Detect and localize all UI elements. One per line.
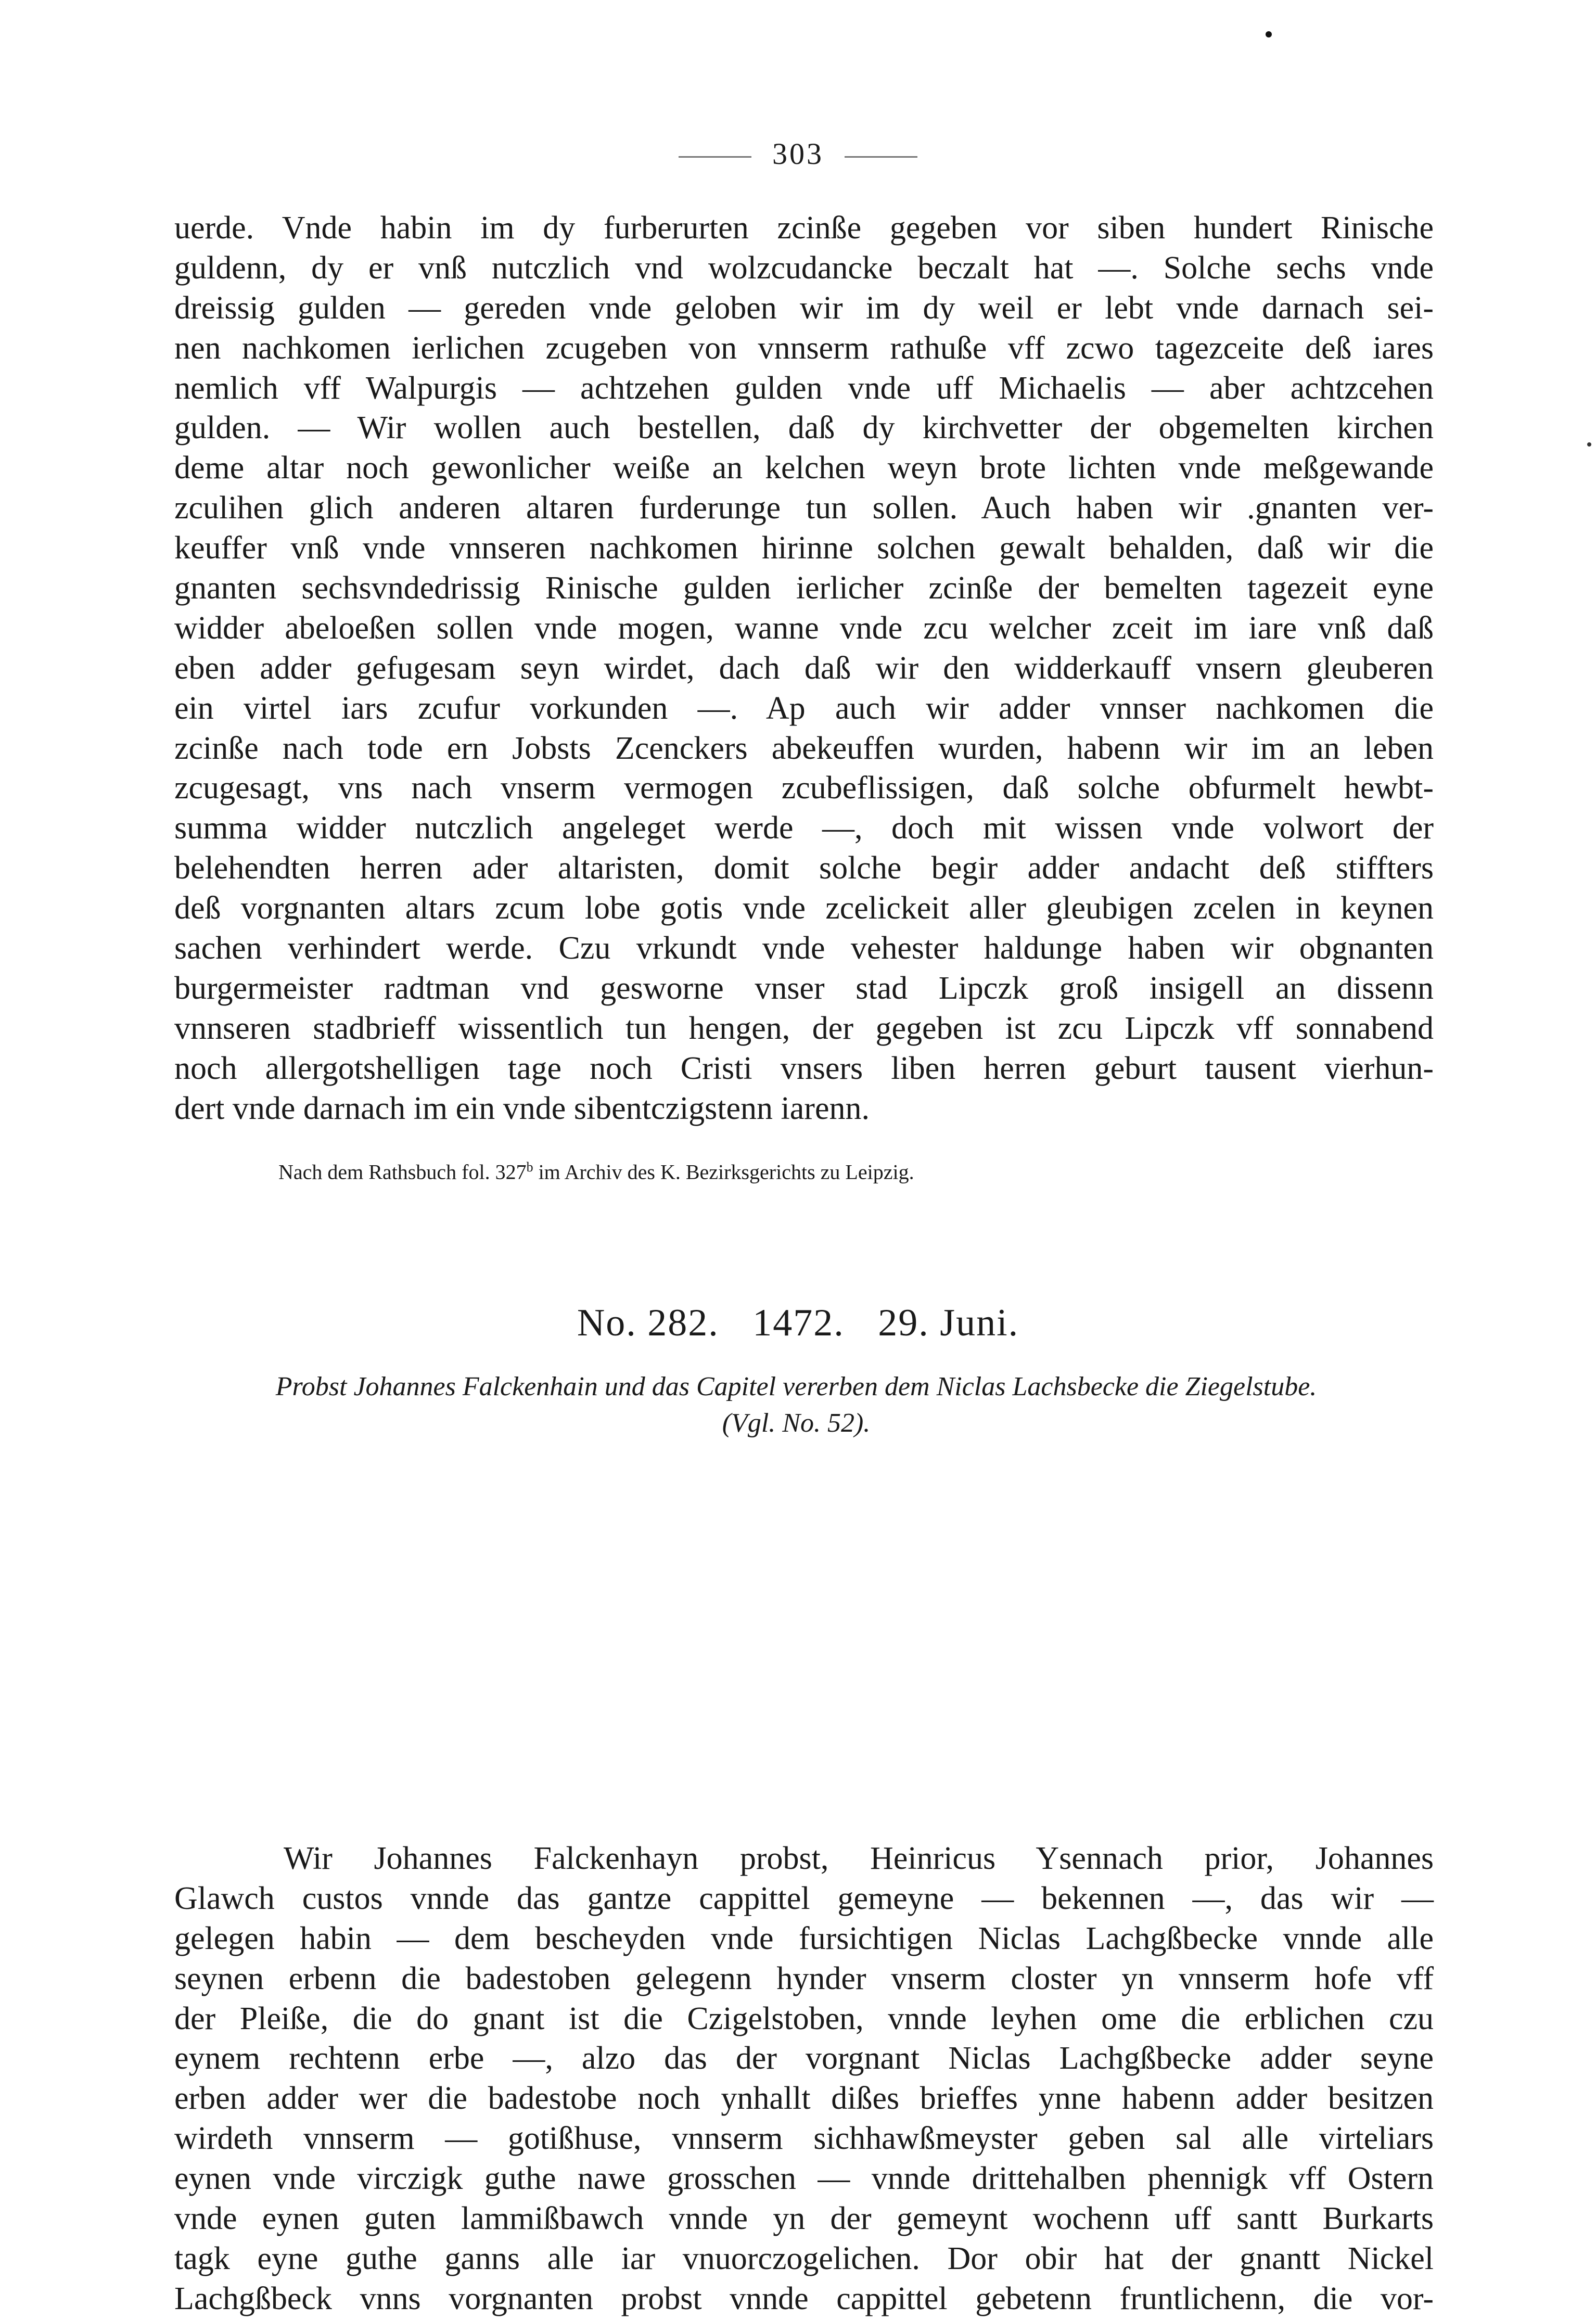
- document-text: [174, 1839, 1434, 2319]
- text-line: eynen vnde virczigk guthe nawe grosschen — vnnde drittehalben phennigk vff Ostern: [174, 2161, 1434, 2197]
- text-line: belehendten herren ader altaristen, domit solche begir adder andacht deß stiffters: [174, 850, 1434, 886]
- text-line: Wir Johannes Falckenhayn probst, Heinricus Ysennach prior, Johannes: [284, 1841, 1434, 1876]
- ink-speck: [1266, 31, 1272, 37]
- text-line: ein virtel iars zcufur vorkunden —. Ap auch wir adder vnnser nachkomen die: [174, 690, 1434, 726]
- text-line: nen nachkomen ierlichen zcugeben von vnnserm rathuße vff zcwo tagezceite deß iares: [174, 330, 1434, 366]
- regest-line-1: Probst Johannes Falckenhain und das Capitel vererben dem Niclas Lachsbecke die Ziegelstube.: [275, 1372, 1317, 1401]
- margin-mark: [1587, 442, 1591, 447]
- header-rule-left: [679, 156, 751, 158]
- text-line: nemlich vff Walpurgis — achtzehen gulden vnde uff Michaelis — aber achtzcehen: [174, 370, 1434, 406]
- text-line: erben adder wer die badestobe noch ynhallt dißes brieffes ynne habenn adder besitzen: [174, 2081, 1434, 2117]
- text-line: summa widder nutczlich angeleget werde —, doch mit wissen vnde volwort der: [174, 810, 1434, 846]
- text-line: widder abeloeßen sollen vnde mogen, wanne vnde zcu welcher zceit im iare vnß daß: [174, 610, 1434, 646]
- regest: [156, 1369, 1436, 1442]
- document-heading: [0, 1301, 1596, 1345]
- source-note-text-end: im Archiv des K. Bezirksgerichts zu Leipzig.: [533, 1160, 914, 1184]
- text-line: seynen erbenn die badestoben gelegenn hynder vnserm closter yn vnnserm hofe vff: [174, 1960, 1434, 1996]
- text-line: der Pleiße, die do gnant ist die Czigelstoben, vnnde leyhen ome die erblichen czu: [174, 2001, 1434, 2036]
- page-header: [0, 136, 1596, 171]
- text-line: Glawch custos vnnde das gantze cappittel gemeyne — bekennen —, das wir —: [174, 1880, 1434, 1916]
- document-year: 1472.: [752, 1302, 845, 1344]
- text-line: deme altar noch gewonlicher weiße an kelchen weyn brote lichten vnde meßgewande: [174, 450, 1434, 486]
- regest-line-2: (Vgl. No. 52).: [722, 1408, 871, 1438]
- text-line: noch allergotshelligen tage noch Cristi vnsers liben herren geburt tausent vierhun-: [174, 1050, 1434, 1086]
- text-line: tagk eyne guthe ganns alle iar vnuorczogelichen. Dor obir hat der gnantt Nickel: [174, 2240, 1434, 2276]
- text-line: vnde eynen guten lammißbawch vnnde yn der gemeynt wochenn uff santt Burkarts: [174, 2201, 1434, 2237]
- document-date: 29. Juni.: [878, 1302, 1019, 1344]
- text-line: eben adder gefugesam seyn wirdet, dach daß wir den widderkauff vnsern gleuberen: [174, 650, 1434, 686]
- text-line: wirdeth vnnserm — gotißhuse, vnnserm sichhawßmeyster geben sal alle virteliars: [174, 2121, 1434, 2157]
- text-line: gnanten sechsvndedrissig Rinische gulden ierlicher zcinße der bemelten tagezeit eyne: [174, 570, 1434, 606]
- text-line: deß vorgnanten altars zcum lobe gotis vnde zcelickeit aller gleubigen zcelen in keynen: [174, 890, 1434, 926]
- source-note-text: Nach dem Rathsbuch fol. 327: [278, 1160, 527, 1184]
- text-line: zcinße nach tode ern Jobsts Zcenckers abekeuffen wurden, habenn wir im an leben: [174, 730, 1434, 766]
- text-line: zculihen glich anderen altaren furderunge tun sollen. Auch haben wir .gnanten ver-: [174, 490, 1434, 526]
- header-rule-right: [845, 156, 917, 158]
- source-note: [278, 1160, 1423, 1184]
- text-line: dreissig gulden — gereden vnde geloben wir im dy weil er lebt vnde darnach sei-: [174, 290, 1434, 326]
- text-line: eynem rechtenn erbe —, alzo das der vorgnant Niclas Lachgßbecke adder seyne: [174, 2041, 1434, 2076]
- text-line: keuffer vnß vnde vnnseren nachkomen hirinne solchen gewalt behalden, daß wir die: [174, 530, 1434, 566]
- text-line: burgermeister radtman vnd gesworne vnser stad Lipczk groß insigell an dissenn: [174, 970, 1434, 1006]
- text-line: Lachgßbeck vnns vorgnanten probst vnnde cappittel gebetenn fruntlichenn, die vor-: [174, 2280, 1434, 2316]
- text-line: dert vnde darnach im ein vnde sibentczigstenn iarenn.: [174, 1090, 870, 1126]
- text-line: guldenn, dy er vnß nutczlich vnd wolzcudancke beczalt hat —. Solche sechs vnde: [174, 250, 1434, 286]
- text-line: sachen verhindert werde. Czu vrkundt vnde vehester haldunge haben wir obgnanten: [174, 931, 1434, 966]
- text-line: gulden. — Wir wollen auch bestellen, daß dy kirchvetter der obgemelten kirchen: [174, 410, 1434, 446]
- text-line: vnnseren stadbrieff wissentlich tun hengen, der gegeben ist zcu Lipczk vff sonnabend: [174, 1010, 1434, 1046]
- page-number: 303: [772, 137, 824, 171]
- text-line: gelegen habin — dem bescheyden vnde fursichtigen Niclas Lachgßbecke vnnde alle: [174, 1920, 1434, 1956]
- source-note-superscript: b: [526, 1160, 533, 1175]
- text-line: zcugesagt, vns nach vnserm vermogen zcubeflissigen, daß solche obfurmelt hewbt-: [174, 770, 1434, 806]
- text-line: uerde. Vnde habin im dy furberurten zcinße gegeben vor siben hundert Rinische: [174, 210, 1434, 246]
- continued-document-text: [174, 208, 1434, 1128]
- document-number: No. 282.: [577, 1302, 719, 1344]
